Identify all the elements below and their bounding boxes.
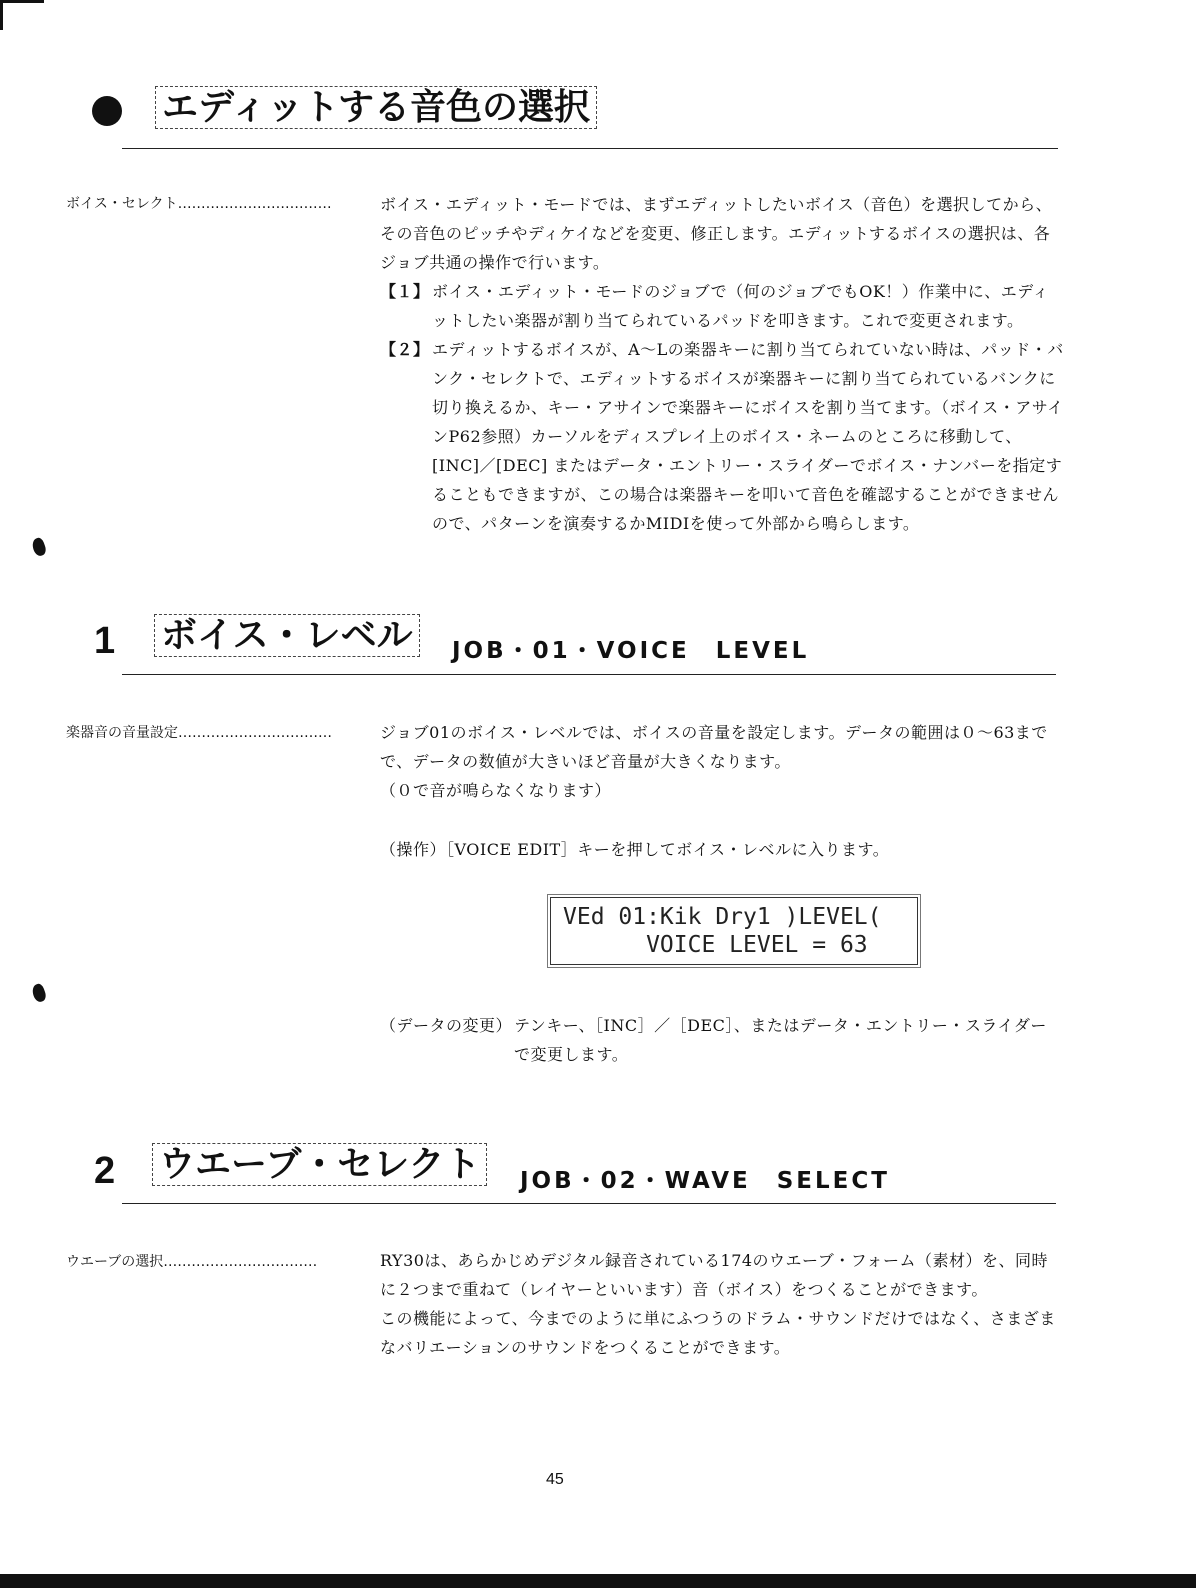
list-item (380, 335, 1065, 538)
section-title: ウエーブ・セレクト (152, 1143, 487, 1186)
section-number: 2 (94, 1150, 116, 1192)
data-change (380, 1011, 1060, 1069)
heading-rule (122, 674, 1056, 675)
binder-hole-mark (30, 982, 47, 1003)
scan-border-top (0, 0, 44, 3)
item-text: ボイス・エディット・モードのジョブで（何のジョブでもOK！）作業中に、エディットしたい楽器が割り当てられているパッドを叩きます。これで変更されます。 (432, 282, 1050, 330)
note-text: （０で音が鳴らなくなります） (380, 781, 612, 800)
section-body (380, 1246, 1060, 1362)
body-paragraph: この機能によって、今までのように単にふつうのドラム・サウンドだけではなく、さまざまなバリエーションのサウンドをつくることができます。 (380, 1309, 1056, 1357)
section-title: エディットする音色の選択 (155, 86, 597, 129)
body-paragraph: ジョブ01のボイス・レベルでは、ボイスの音量を設定します。データの範囲は０〜63までで、データの数値が大きいほど音量が大きくなります。 (380, 723, 1048, 771)
intro-paragraph: ボイス・エディット・モードでは、まずエディットしたいボイス（音色）を選択してから、その音色のピッチやディケイなどを変更、修正します。エディットするボイスの選択は、各ジョブ共通の操作で行います。 (380, 195, 1053, 272)
side-label: 楽器音の音量設定…………………………… (66, 725, 332, 741)
data-change-text: テンキー、［INC］／［DEC］、またはデータ・エントリー・スライダーで変更します。 (514, 1016, 1047, 1064)
section-bullet (92, 96, 122, 126)
data-change-label: （データの変更） (380, 1016, 513, 1035)
page-number: 45 (546, 1471, 564, 1488)
section-title: ボイス・レベル (154, 614, 420, 657)
section-body (380, 718, 1060, 805)
side-label: ウエーブの選択…………………………… (66, 1254, 318, 1270)
job-label: JOB・01・VOICE LEVEL (452, 638, 810, 664)
heading-rule (122, 1203, 1056, 1204)
item-text: エディットするボイスが、A〜Lの楽器キーに割り当てられていない時は、パッド・バンク・セレクトで、エディットするボイスが楽器キーに割り当てられているバンクに切り換えるか、キー・アサインで楽器キーにボイスを割り当てます。（ボイス・アサインP62参照）カーソルをディスプレイ上のボイス・ネームのところに移動して、[INC]／[DEC] またはデータ・エントリー・スライダーでボイス・ナンバーを指定することもできますが、この場合は楽器キーを叩いて音色を確認することができませんので、パターンを演奏するかMIDIを使って外部から鳴らします。 (432, 340, 1064, 533)
body-paragraph: RY30は、あらかじめデジタル録音されている174のウエーブ・フォーム（素材）を、同時に２つまで重ねて（レイヤーといいます）音（ボイス）をつくることができます。 (380, 1251, 1048, 1299)
lcd-line: VOICE LEVEL = 63 (563, 932, 868, 958)
lcd-line: VEd 01:Kik Dry1 )LEVEL( (563, 904, 882, 930)
side-label: ボイス・セレクト…………………………… (66, 196, 332, 212)
section-body (380, 190, 1065, 538)
operation-text: （操作）［VOICE EDIT］キーを押してボイス・レベルに入ります。 (380, 840, 890, 859)
item-mark: 【１】 (380, 282, 430, 301)
item-mark: 【２】 (380, 340, 430, 359)
binder-hole-mark (30, 536, 47, 557)
section-number: 1 (94, 620, 116, 662)
lcd-display (550, 897, 918, 965)
heading-rule (122, 148, 1058, 149)
job-label: JOB・02・WAVE SELECT (520, 1168, 890, 1194)
scan-border-left (0, 0, 3, 30)
scan-border-bottom (0, 1574, 1196, 1588)
list-item (380, 277, 1065, 335)
